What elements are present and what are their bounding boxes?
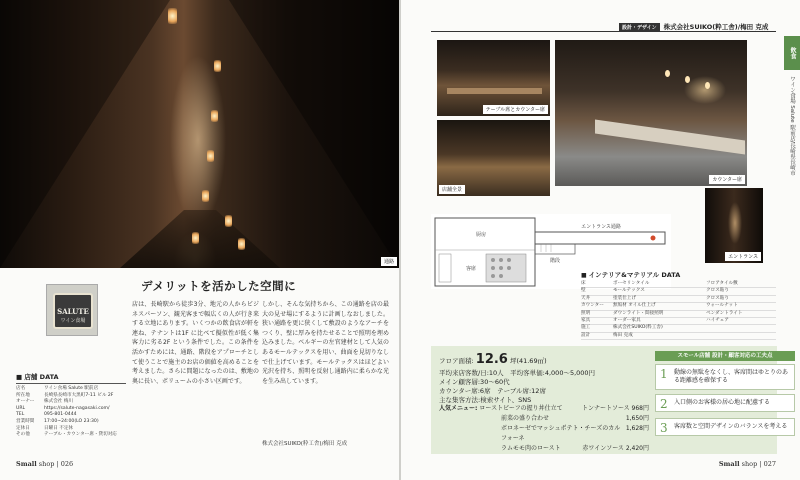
folio-number: shop | 026 [36, 460, 74, 468]
left-page [0, 0, 399, 480]
store-data-value: 095-801-0444 [44, 412, 77, 418]
page-folio-right [719, 460, 776, 468]
store-data-row [16, 419, 126, 426]
store-data-row [16, 386, 126, 393]
photo-counter-seats [555, 40, 747, 186]
photo-entrance [705, 188, 763, 263]
store-data-value: 日曜日 不定休 [44, 425, 74, 431]
folio-number: shop | 027 [739, 460, 776, 468]
photo-overall [437, 120, 550, 196]
store-data-value: ワイン食場 Salute 駅前店 [44, 386, 99, 391]
store-side-label: ワイン食場 Salute 駅前店/長崎県長崎市 [789, 76, 795, 176]
material-key: 家具 [581, 318, 591, 324]
material-key: 壁 [581, 288, 586, 294]
page-folio-left [16, 460, 73, 468]
plan-label-kitchen: 厨房 [475, 232, 487, 238]
popular-menu [439, 404, 649, 454]
material-data-table [581, 281, 776, 340]
material-value-alt: クロス貼り [706, 288, 729, 294]
material-key: 照明 [581, 310, 591, 316]
material-key: 施工 [581, 325, 591, 331]
area-value: 12.6 [475, 352, 508, 367]
menu-item-4: ラムモモ肉のロースト [501, 445, 561, 452]
menu-item-3: ボロネーゼでマッシュポテト・チーズのカルフォーネ [501, 425, 621, 442]
point-1-number: 1 [660, 367, 668, 381]
material-key: カウンター [581, 303, 604, 309]
material-key: 設計 [581, 332, 591, 338]
folio-brand: Small [718, 460, 740, 468]
point-2-number: 2 [660, 397, 668, 411]
point-2 [655, 394, 795, 412]
point-3 [655, 418, 795, 436]
points-heading: スモール店舗 設計・顧客対応の工夫点 [655, 351, 795, 361]
hero-photo-corridor [0, 0, 399, 268]
area-unit: 坪(41.69㎡) [509, 357, 547, 365]
store-logo-photo [46, 284, 98, 336]
material-value: モールテックス [613, 288, 645, 294]
material-value-alt: クロス貼り [706, 295, 729, 301]
designer-name: 株式会社SUIKO(粋工舎)/梅田 克成 [663, 23, 769, 31]
point-1-text: 動線の無駄をなくし、客席間はゆとりのある距離感を確保する [674, 369, 789, 384]
store-data-title: ■ 店舗 DATA [16, 372, 126, 384]
store-data-row [16, 412, 126, 419]
store-data-value: テーブル・カウンター席・貸切対応 [44, 432, 117, 438]
photo-tag-3: 店舗全景 [439, 185, 465, 194]
material-value-alt [706, 333, 776, 339]
material-row [581, 303, 776, 310]
spec-info-box [431, 346, 789, 454]
material-value-alt: ペンダントライト [706, 310, 743, 316]
designer-tag: 設計・デザイン [619, 23, 660, 32]
menu-item-1: ローストビーフの握り丼仕立て [479, 405, 563, 412]
material-row [581, 296, 776, 303]
right-page [401, 0, 800, 480]
designer-credit: 株式会社SUIKO(粋工舎)/梅田 克成 [262, 441, 348, 447]
material-value: 塗装仕上げ [613, 295, 636, 301]
store-data-value: 長崎県長崎市大黒町7-11 ビル 2F [44, 392, 114, 398]
material-data-title: ■ インテリア&マテリアル DATA [581, 270, 680, 279]
store-data-key: 所在地 [16, 392, 30, 398]
store-data-key: 営業時間 [16, 418, 35, 424]
store-data-row [16, 432, 126, 439]
store-data-value: 17:00~24:00(LO 23:30) [44, 418, 99, 424]
category-tab: 飲食 [784, 36, 800, 70]
spec-area [439, 352, 547, 367]
spec-line-customers: メイン顧客層:30〜60代 [439, 378, 510, 386]
material-value: ダウンライト・間接照明 [613, 310, 664, 316]
material-value: 無垢材 オイル仕上げ [613, 303, 656, 309]
menu-price-4: 赤ワインソース 2,420円 [582, 445, 649, 452]
material-row [581, 333, 776, 340]
body-text-column-2: しかし、そんな気持ちから、この通路を店の最大の見せ場にするように計画しなおしました。狭い通路を更に狭くして敷設のようなアーチをつくり、壁に厚みを持たせることで照明を埋め込みました。ベルギーの左官建材として人気のあるモールテックスを用い、曲面を見切りなしで仕上げています。モールテックスはほどよい光沢を持ち、照明を反射し通路内に柔らかな光を生み出しています。 [262, 301, 389, 385]
point-2-text: 入口側のお客様の居心地に配慮する [674, 399, 771, 406]
material-key: 天井 [581, 295, 591, 301]
photo-tag-2: カウンター席 [709, 175, 745, 184]
spec-line-seats: カウンター席:6席 テーブル席:12席 [439, 387, 546, 395]
logo-subtext: ワイン食場 [60, 318, 86, 324]
material-value-alt: ハイチェア [706, 318, 729, 324]
spec-line-promotion: 主な集客方法:検索サイト、SNS [439, 396, 532, 404]
point-1 [655, 364, 795, 390]
material-value-alt: フロアタイル敷 [706, 281, 738, 286]
menu-price-3: 1,628円 [625, 425, 649, 432]
material-value: 梅田 克成 [613, 332, 633, 338]
material-value: 株式会社SUIKO(粋工舎) [613, 325, 663, 331]
material-key: 床 [581, 281, 586, 286]
menu-price-1: トンナートソース 968円 [581, 405, 649, 412]
menu-item-2: 前菜の盛り合わせ [501, 415, 550, 422]
material-row [581, 325, 776, 332]
photo-caption: 通路 [381, 257, 397, 266]
store-data-value: 株式会社 梅川 [44, 399, 74, 405]
photo-table-and-counter [437, 40, 550, 116]
material-value: ポーセリンタイル [613, 281, 650, 286]
store-data-key: その他 [16, 432, 30, 438]
photo-tag-1: テーブル席とカウンター席 [483, 105, 548, 114]
photo-tag-4: エントランス [725, 252, 761, 261]
store-data-key: TEL [16, 412, 25, 418]
material-row [581, 311, 776, 318]
material-row [581, 281, 776, 288]
article-headline: デメリットを活かした空間に [141, 279, 297, 293]
menu-price-2: 1,650円 [625, 415, 649, 422]
material-value: オーダー家具 [613, 318, 641, 324]
material-value-alt: ウォールナット [706, 303, 738, 309]
point-3-number: 3 [660, 421, 668, 435]
material-value-alt [706, 325, 776, 331]
logo-text: SALUTE [57, 307, 89, 316]
store-data-key: URL [16, 405, 26, 411]
spec-line-visitors: 平均来店客数/日:10人 平均客単価:4,000〜5,000円 [439, 369, 596, 377]
header-rule [431, 31, 776, 32]
plan-label-seats: 客席 [465, 266, 477, 272]
menu-label: 人気メニュー: [439, 405, 478, 412]
plan-label-entrance: エントランス通路 [581, 224, 621, 230]
store-data-row [16, 399, 126, 406]
plan-label-stairs: 階段 [549, 258, 561, 264]
store-data-value: https://salute-nagasaki.com/ [44, 405, 110, 411]
folio-brand: Small [16, 460, 37, 468]
area-label: フロア面積: [439, 357, 474, 365]
material-row [581, 318, 776, 325]
store-data-key: 店名 [16, 386, 26, 391]
point-3-text: 客席数と空間デザインのバランスを考える [674, 423, 788, 430]
store-data-box [16, 372, 126, 439]
store-data-key: 定休日 [16, 425, 30, 431]
body-text-column-1: 店は、長崎駅から徒歩3分、地元の人からビジネスパーソン、観光客まで幅広くの人が行き来する立地にあります。いくつかの飲食店が軒を連ね、テナントは1F に比べて擬似性が低く集客力に劣る2F という条件でした。この条件を活かすためには、通路、階段をアプローチとして使うことで施主のお店の価値を高めることを考えました。さらに間題になったのは、敷地の奥に長い、ボリュームの小さい区画です。 [132, 301, 259, 385]
material-row [581, 288, 776, 295]
store-data-key: オーナー [16, 399, 35, 405]
